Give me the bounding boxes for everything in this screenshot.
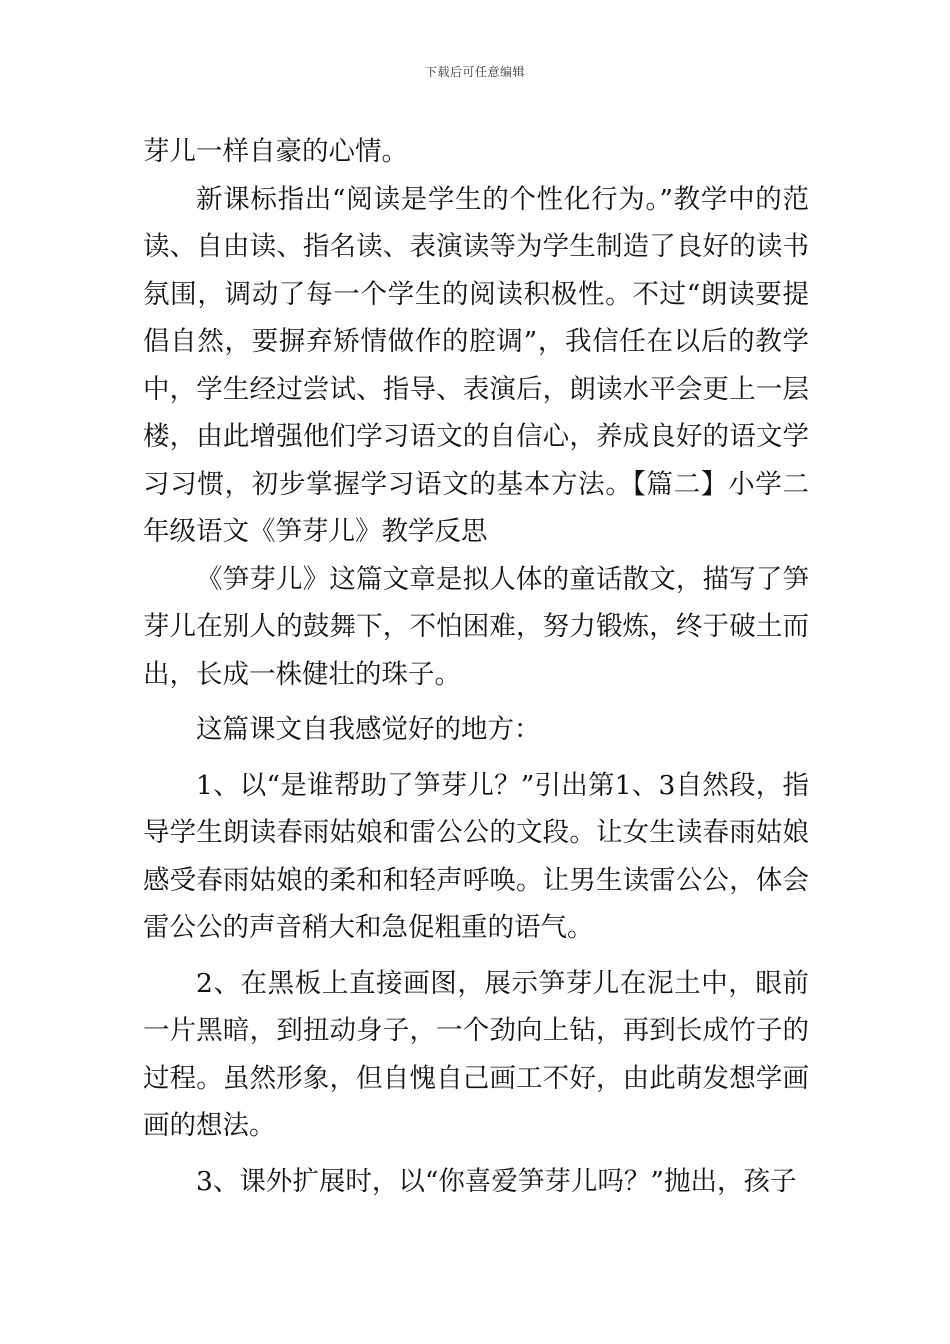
paragraph-article-intro: 《笋芽儿》这篇文章是拟人体的童话散文，描写了笋芽儿在别人的鼓舞下，不怕困难，努力锻炼，终于破土而出，长成一株健壮的珠子。	[143, 563, 809, 690]
page-header: 下载后可任意编辑	[424, 65, 525, 79]
paragraph-point-1: 1、以“是谁帮助了笋芽儿？”引出第1、3自然段，指导学生朗读春雨姑娘和雷公公的文段。让女生读春雨姑娘感受春雨姑娘的柔和和轻声呼唤。让男生读雷公公，体会雷公公的声音稍大和急促粗重的语气。	[143, 769, 809, 943]
document-body	[143, 128, 809, 1205]
paragraph-point-2: 2、在黑板上直接画图，展示笋芽儿在泥土中，眼前一片黑暗，到扭动身子，一个劲向上钻，再到长成竹子的过程。虽然形象，但自愧自己画工不好，由此萌发想学画画的想法。	[143, 967, 809, 1141]
paragraph-point-3: 3、课外扩展时，以“你喜爱笋芽儿吗？”抛出，孩子	[196, 1165, 797, 1197]
paragraph-continuation: 芽儿一样自豪的心情。	[143, 136, 408, 167]
paragraph-reading-reflection: 新课标指出“阅读是学生的个性化行为。”教学中的范读、自由读、指名读、表演读等为学生制造了良好的读书氛围，调动了每一个学生的阅读积极性。不过“朗读要提倡自然，要摒弃矫情做作的腔调”，我信任在以后的教学中，学生经过尝试、指导、表演后，朗读水平会更上一层楼，由此增强他们学习语文的自信心，养成良好的语文学习习惯，初步掌握学习语文的基本方法。【篇二】小学二年级语文《笋芽儿》教学反思	[143, 183, 809, 547]
paragraph-good-points-heading: 这篇课文自我感觉好的地方：	[196, 714, 541, 745]
